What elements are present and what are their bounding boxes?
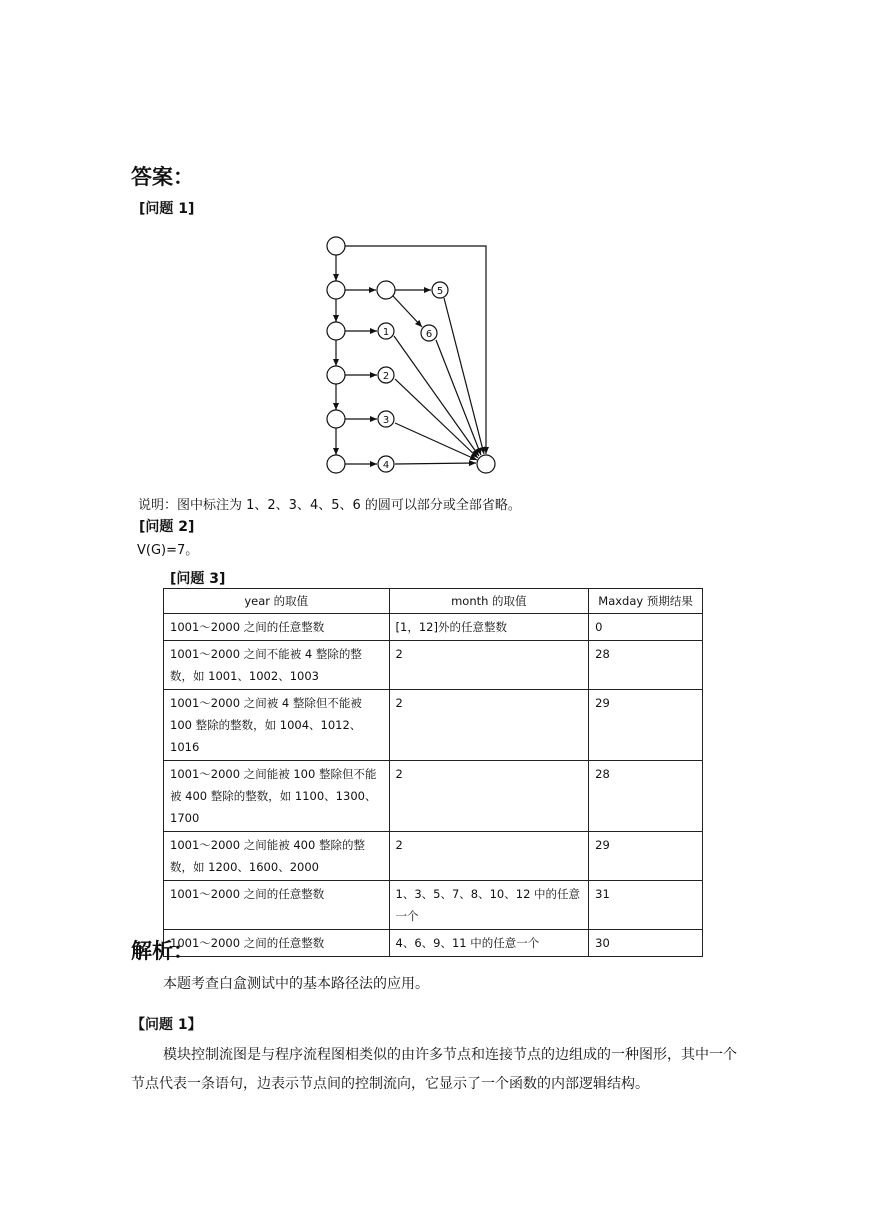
cell-month: 2 bbox=[389, 641, 589, 690]
edge-top-to-end bbox=[345, 246, 486, 454]
cell-maxday: 30 bbox=[589, 930, 703, 957]
cell-maxday: 29 bbox=[589, 690, 703, 761]
edge-4-end bbox=[395, 463, 476, 464]
node bbox=[327, 410, 345, 428]
cell-month: 2 bbox=[389, 832, 589, 881]
header-year: year 的取值 bbox=[164, 589, 390, 614]
cell-month: [1，12]外的任意整数 bbox=[389, 614, 589, 641]
analysis-intro: 本题考查白盒测试中的基本路径法的应用。 bbox=[163, 976, 429, 992]
table-row bbox=[164, 832, 703, 881]
q3-label: [问题 3] bbox=[170, 571, 226, 587]
node bbox=[327, 237, 345, 255]
table-row bbox=[164, 930, 703, 957]
analysis-q1-label: 【问题 1】 bbox=[131, 1017, 202, 1033]
cell-maxday: 28 bbox=[589, 641, 703, 690]
table-row bbox=[164, 690, 703, 761]
cell-maxday: 29 bbox=[589, 832, 703, 881]
control-flow-graph bbox=[320, 230, 505, 480]
node-label: 2 bbox=[382, 371, 390, 382]
cell-maxday: 0 bbox=[589, 614, 703, 641]
table-header-row bbox=[164, 589, 703, 614]
cell-year: 1001～2000 之间的任意整数 bbox=[164, 614, 390, 641]
cell-maxday: 28 bbox=[589, 761, 703, 832]
edge-2-end bbox=[395, 379, 478, 458]
node-label: 6 bbox=[425, 329, 433, 340]
note: 说明：图中标注为 1、2、3、4、5、6 的圆可以部分或全部省略。 bbox=[138, 498, 521, 513]
header-month: month 的取值 bbox=[389, 589, 589, 614]
table-row bbox=[164, 614, 703, 641]
analysis-q1-text: 模块控制流图是与程序流程图相类似的由许多节点和连接节点的边组成的一种图形，其中一个节点代表一条语句，边表示节点间的控制流向，它显示了一个函数的内部逻辑结构。 bbox=[131, 1047, 737, 1092]
q1-label: [问题 1] bbox=[139, 201, 195, 217]
analysis-heading: 解析： bbox=[131, 939, 194, 963]
node-label: 3 bbox=[382, 415, 390, 426]
cell-month: 1、3、5、7、8、10、12 中的任意一个 bbox=[389, 881, 589, 930]
node bbox=[327, 281, 345, 299]
node bbox=[327, 322, 345, 340]
q2-answer: V(G)=7。 bbox=[137, 543, 199, 558]
cell-year: 1001～2000 之间的任意整数 bbox=[164, 930, 390, 957]
cell-year: 1001～2000 之间的任意整数 bbox=[164, 881, 390, 930]
cell-month: 2 bbox=[389, 690, 589, 761]
node-label: 4 bbox=[382, 460, 390, 471]
table-row bbox=[164, 641, 703, 690]
node bbox=[377, 281, 395, 299]
end-node bbox=[477, 455, 495, 473]
edge-6-end bbox=[436, 340, 481, 455]
expected-results-table bbox=[163, 588, 703, 957]
cell-maxday: 31 bbox=[589, 881, 703, 930]
table-row bbox=[164, 881, 703, 930]
edge-to-6 bbox=[393, 296, 422, 327]
edge-1-end bbox=[394, 336, 479, 456]
answer-heading: 答案： bbox=[131, 165, 194, 189]
node bbox=[327, 366, 345, 384]
q2-label: [问题 2] bbox=[139, 519, 195, 535]
edge-3-end bbox=[395, 423, 477, 460]
cell-month: 4、6、9、11 中的任意一个 bbox=[389, 930, 589, 957]
cell-year: 1001～2000 之间被 4 整除但不能被 100 整除的整数，如 1004、1012、1016 bbox=[164, 690, 390, 761]
node-label: 5 bbox=[436, 286, 444, 297]
cell-month: 2 bbox=[389, 761, 589, 832]
cell-year: 1001～2000 之间不能被 4 整除的整数，如 1001、1002、1003 bbox=[164, 641, 390, 690]
node bbox=[327, 455, 345, 473]
node-label: 1 bbox=[382, 327, 390, 338]
table-row bbox=[164, 761, 703, 832]
cell-year: 1001～2000 之间能被 400 整除的整数，如 1200、1600、2000 bbox=[164, 832, 390, 881]
header-maxday: Maxday 预期结果 bbox=[589, 589, 703, 614]
cell-year: 1001～2000 之间能被 100 整除但不能被 400 整除的整数，如 1100、1300、1700 bbox=[164, 761, 390, 832]
